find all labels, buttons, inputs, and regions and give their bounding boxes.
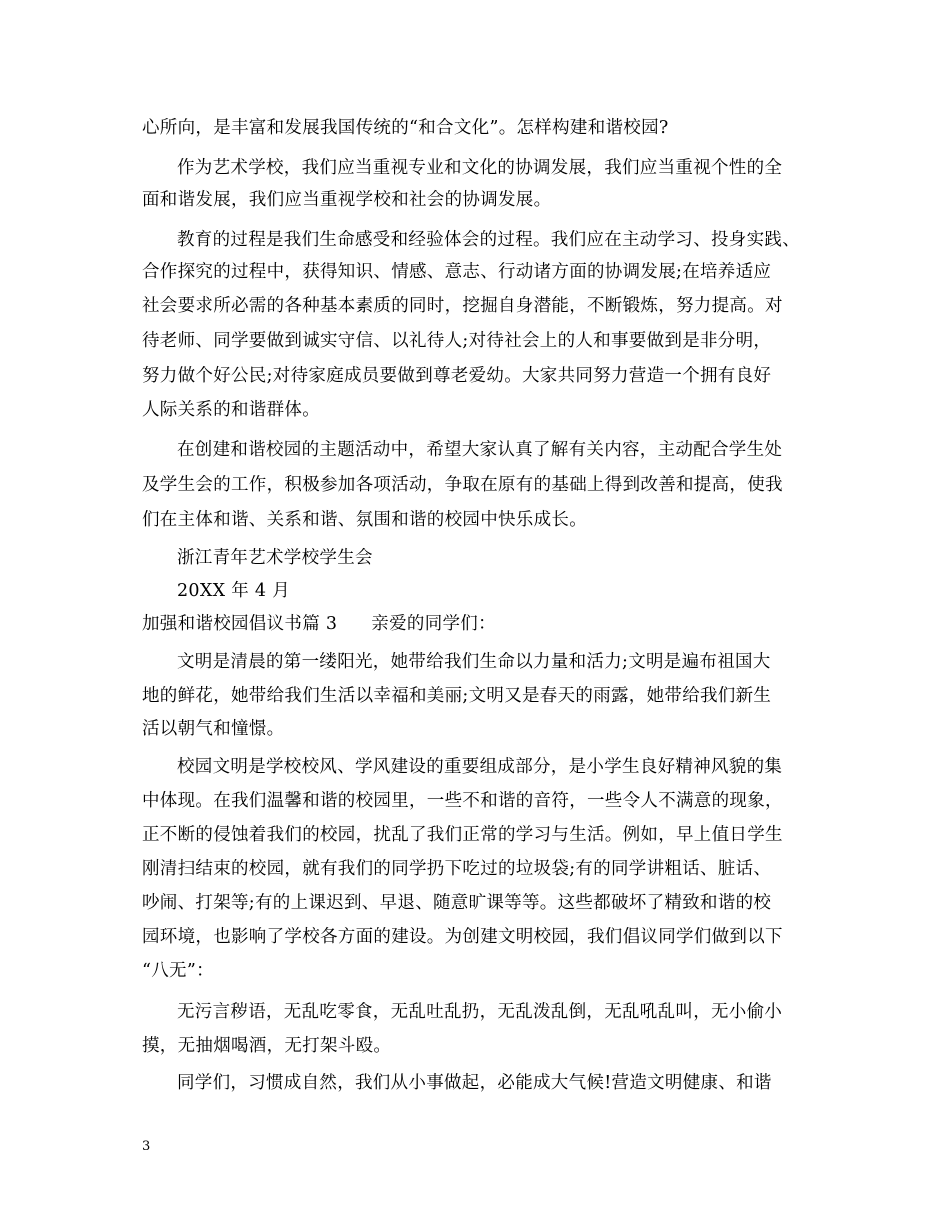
paragraph-line: 面和谐发展，我们应当重视学校和社会的协调发展。 bbox=[142, 190, 552, 210]
paragraph-line: 吵闹、打架等;有的上课迟到、早退、随意旷课等等。这些都破坏了精致和谐的校 bbox=[142, 893, 772, 913]
paragraph-line: 努力做个好公民;对待家庭成员要做到尊老爱幼。大家共同努力营造一个拥有良好 bbox=[142, 366, 772, 386]
paragraph-line: 心所向，是丰富和发展我国传统的“和合文化”。怎样构建和谐校园? bbox=[142, 118, 669, 138]
paragraph-line: 同学们，习惯成自然，我们从小事做起，必能成大气候!营造文明健康、和谐 bbox=[177, 1073, 772, 1093]
paragraph-line: 活以朝气和憧憬。 bbox=[142, 719, 285, 739]
paragraph-line: 合作探究的过程中，获得知识、情感、意志、行动诸方面的协调发展;在培养适应 bbox=[142, 262, 772, 282]
signature-org: 浙江青年艺术学校学生会 bbox=[177, 548, 373, 568]
paragraph-line: 中体现。在我们温馨和谐的校园里，一些不和谐的音符，一些令人不满意的现象， bbox=[142, 791, 783, 811]
paragraph-line: “八无”： bbox=[142, 961, 214, 981]
paragraph-line: 无污言秽语，无乱吃零食，无乱吐乱扔，无乱泼乱倒，无乱吼乱叫，无小偷小 bbox=[177, 1002, 783, 1022]
paragraph-line: 人际关系的和谐群体。 bbox=[142, 400, 320, 420]
salutation: 亲爱的同学们： bbox=[371, 614, 496, 634]
paragraph-line: 文明是清晨的第一缕阳光，她带给我们生命以力量和活力;文明是遍布祖国大 bbox=[177, 652, 771, 672]
paragraph-line: 园环境，也影响了学校各方面的建设。为创建文明校园，我们倡议同学们做到以下 bbox=[142, 927, 783, 947]
signature-date: 20XX 年 4 月 bbox=[177, 581, 291, 601]
section-heading bbox=[142, 612, 832, 636]
paragraph-line: 们在主体和谐、关系和谐、氛围和谐的校园中快乐成长。 bbox=[142, 510, 587, 530]
page-number: 3 bbox=[142, 1139, 151, 1154]
paragraph-line: 待老师、同学要做到诚实守信、以礼待人;对待社会上的人和事要做到是非分明， bbox=[142, 331, 772, 351]
paragraph-line: 刚清扫结束的校园，就有我们的同学扔下吃过的垃圾袋;有的同学讲粗话、脏话、 bbox=[142, 859, 772, 879]
paragraph-line: 在创建和谐校园的主题活动中，希望大家认真了解有关内容，主动配合学生处 bbox=[177, 440, 783, 460]
paragraph-line: 校园文明是学校校风、学风建设的重要组成部分，是小学生良好精神风貌的集 bbox=[177, 757, 783, 777]
paragraph-line: 教育的过程是我们生命感受和经验体会的过程。我们应在主动学习、投身实践、 bbox=[177, 230, 800, 250]
paragraph-line: 正不断的侵蚀着我们的校园，扰乱了我们正常的学习与生活。例如，早上值日学生 bbox=[142, 825, 783, 845]
paragraph-line: 社会要求所必需的各种基本素质的同时，挖掘自身潜能，不断锻炼，努力提高。对 bbox=[142, 296, 783, 316]
paragraph-line: 及学生会的工作，积极参加各项活动，争取在原有的基础上得到改善和提高，使我 bbox=[142, 475, 783, 495]
paragraph-line: 摸，无抽烟喝酒，无打架斗殴。 bbox=[142, 1036, 392, 1056]
section-title: 加强和谐校园倡议书篇 3 bbox=[142, 614, 338, 634]
paragraph-line: 作为艺术学校，我们应当重视专业和文化的协调发展，我们应当重视个性的全 bbox=[177, 158, 783, 178]
paragraph-line: 地的鲜花，她带给我们生活以幸福和美丽;文明又是春天的雨露，她带给我们新生 bbox=[142, 686, 772, 706]
